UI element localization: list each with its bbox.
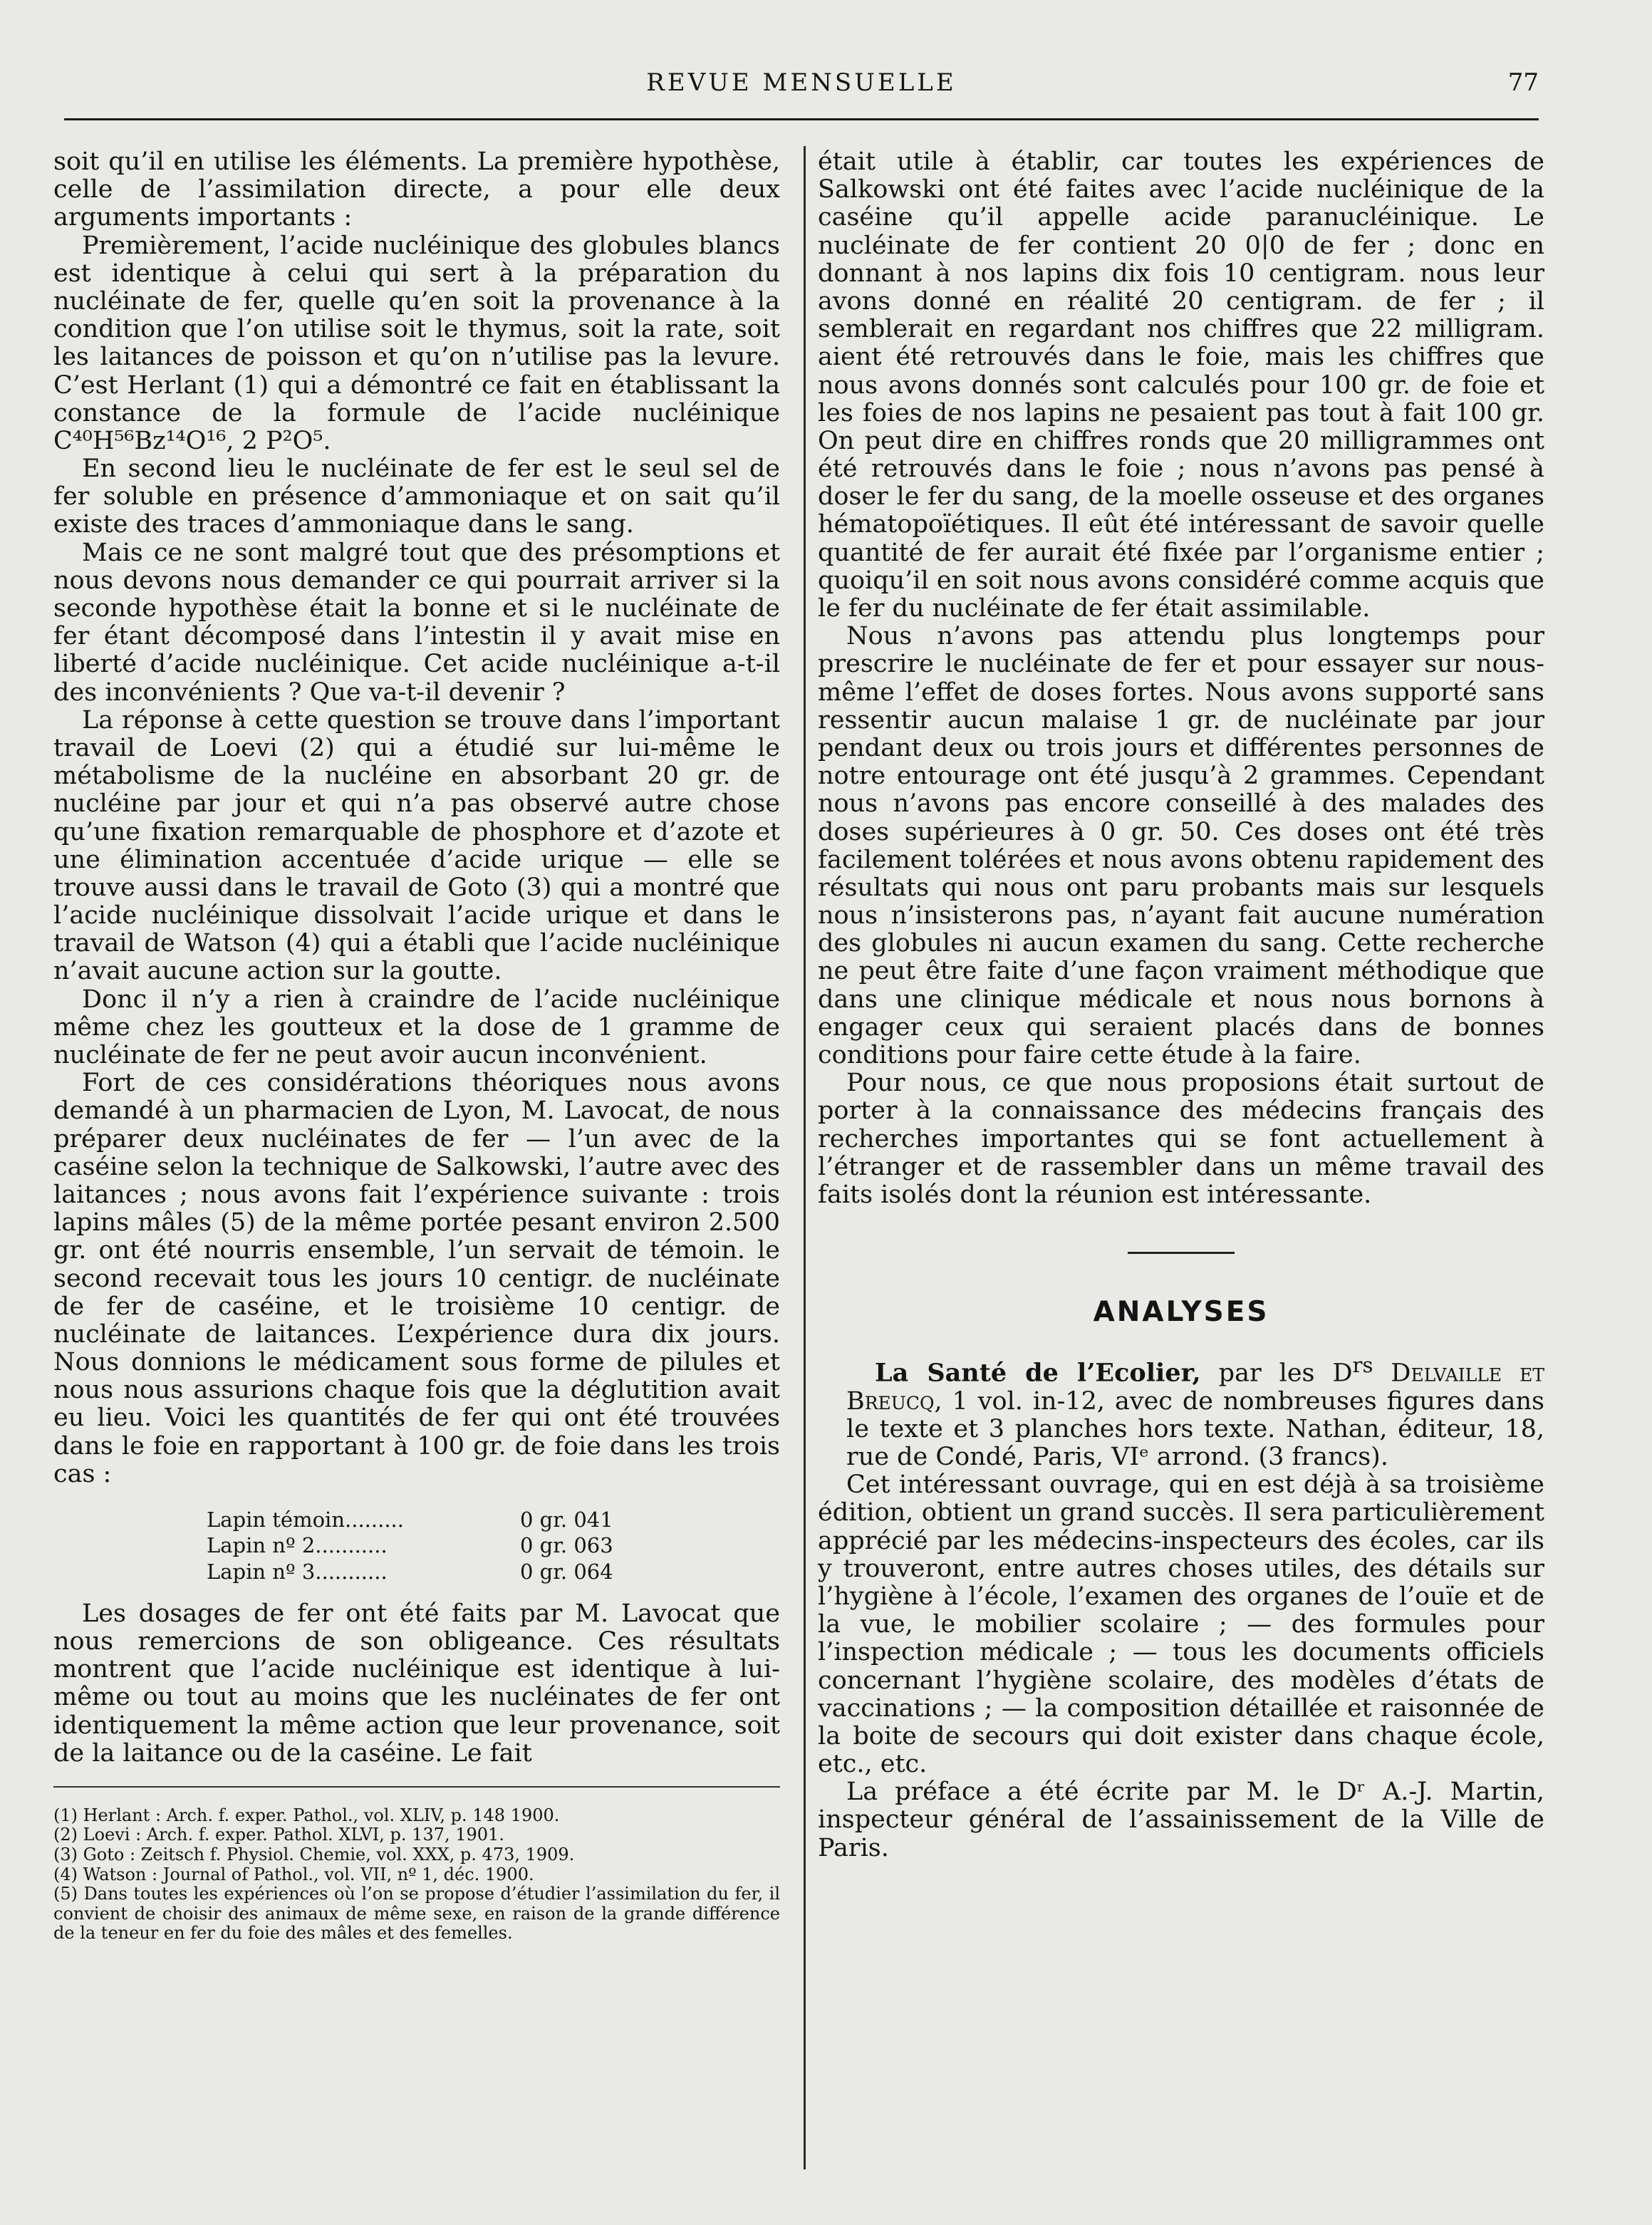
footnote: (3) Goto : Zeitsch f. Physiol. Chemie, vol. XXX, p. 473, 1909.: [53, 1845, 575, 1865]
table-cell-value: 0 gr. 041: [520, 1508, 613, 1532]
column-divider: [804, 146, 806, 2169]
paragraph: Nous n’avons pas attendu plus longtemps pour prescrire le nucléinate de fer et pour essayer sur nous-même l’effet de doses fortes. Nous avons supporté sans ressentir aucun malaise 1 gr. de nucléinate par jour pendant deux ou trois jours et différentes personnes de notre entourage ont été jusqu’à 2 grammes. Cependant nous n’avons pas encore conseillé à des malades des doses supérieures à 0 gr. 50. Ces doses ont été très facilement tolérées et nous avons obtenu rapidement des résultats qui nous ont paru probants mais sur lesquels nous n’insisterons pas, n’ayant fait aucune numération des globules ni aucun examen du sang. Cette recherche ne peut être faite d’une façon vraiment méthodique que dans une clinique médicale et nous nous bornons à engager ceux qui seraient placés dans de bonnes conditions pour faire cette étude à la faire.: [818, 622, 1544, 1069]
book-rs: rs: [1352, 1352, 1373, 1377]
footnote: (4) Watson : Journal of Pathol., vol. VII, nº 1, déc. 1900.: [53, 1864, 534, 1884]
footnote: (2) Loevi : Arch. f. exper. Pathol. XLVI, p. 137, 1901.: [53, 1825, 504, 1845]
table-row: [207, 1507, 613, 1532]
paragraph: La préface a été écrite par M. le Dʳ A.-J. Martin, inspecteur général de l’assainissement de la Ville de Paris.: [818, 1778, 1544, 1862]
paragraph: était utile à établir, car toutes les expériences de Salkowski ont été faites avec l’acide nucléinique de la caséine qu’il appelle acide paranucléinique. Le nucléinate de fer contient 20 0|0 de fer ; donc en donnant à nos lapins dix fois 10 centigram. nous leur avons donné en réalité 20 centigram. de fer ; il semblerait en regardant nos chiffres que 22 milligram. aient été retrouvés dans le foie, mais les chiffres que nous avons donnés sont calculés pour 100 gr. de foie et les foies de nos lapins ne pesaient pas tout à fait 100 gr. On peut dire en chiffres ronds que 20 milligrammes ont été retrouvés dans le foie ; nous n’avons pas pensé à doser le fer du sang, de la moelle osseuse et des organes hématopoïétiques. Il eût été intéressant de savoir quelle quantité de fer aurait été fixée par l’organisme entier ; quoiqu’il en soit nous avons considéré comme acquis que le fer du nucléinate de fer était assimilable.: [818, 147, 1544, 623]
page-number: 77: [1507, 68, 1539, 97]
table-cell-value: 0 gr. 063: [520, 1533, 613, 1558]
table-cell-value: 0 gr. 064: [520, 1559, 613, 1584]
table-cell-label: Lapin nº 2...........: [207, 1533, 388, 1558]
paragraph: Pour nous, ce que nous proposions était surtout de porter à la connaissance des médecins français des recherches importantes qui se font actuellement à l’étranger et de rassembler dans un même travail des faits isolés dont la réunion est intéressante.: [818, 1069, 1544, 1209]
paragraph: soit qu’il en utilise les éléments. La première hypothèse, celle de l’assimilation directe, a pour elle deux arguments importants :: [53, 147, 780, 232]
paragraph: Cet intéressant ouvrage, qui en est déjà à sa troisième édition, obtient un grand succès. Il sera particulièrement apprécié par les médecins-inspecteurs des écoles, car ils y trouveront, entre autres choses utiles, des détails sur l’hygiène à l’école, l’examen des organes de l’ouïe et de la vue, le mobilier scolaire ; — des formules pour l’inspection médicale ; — tous les documents officiels concernant l’hygiène scolaire, des modèles d’états de vaccinations ; — la composition détaillée et raisonnée de la boite de secours qui doit exister dans chaque école, etc., etc.: [818, 1471, 1544, 1779]
footnote-rule: [53, 1786, 780, 1788]
paragraph: La réponse à cette question se trouve dans l’important travail de Loevi (2) qui a étudié sur lui-même le métabolisme de la nucléine en absorbant 20 gr. de nucléine par jour et qui n’a pas observé autre chose qu’une fixation remarquable de phosphore et d’azote et une élimination accentuée d’acide urique — elle se trouve aussi dans le travail de Goto (3) qui a montré que l’acide nucléinique dissolvait l’acide urique et dans le travail de Watson (4) qui a établi que l’acide nucléinique n’avait aucune action sur la goutte.: [53, 705, 780, 986]
paragraph: En second lieu le nucléinate de fer est le seul sel de fer soluble en présence d’ammoniaque et on sait qu’il existe des traces d’ammoniaque dans le sang.: [53, 455, 780, 539]
iron-dosage-table: [207, 1507, 613, 1585]
footnotes: [53, 1806, 780, 1944]
left-column: [53, 148, 780, 1944]
footnote: (1) Herlant : Arch. f. exper. Pathol., vol. XLIV, p. 148 1900.: [53, 1805, 560, 1825]
book-title: La Santé de l’Ecolier,: [875, 1358, 1201, 1388]
paragraph: Mais ce ne sont malgré tout que des présomptions et nous devons nous demander ce qui pourrait arriver si la seconde hypothèse était la bonne et si le nucléinate de fer étant décomposé dans l’intestin il y avait mise en liberté d’acide nucléinique. Cet acide nucléinique a-t-il des inconvénients ? Que va-t-il devenir ?: [53, 538, 780, 707]
book-authors: Delvaille et Breucq,: [846, 1359, 1544, 1416]
paragraph: Premièrement, l’acide nucléinique des globules blancs est identique à celui qui sert à la préparation du nucléinate de fer, quelle qu’en soit la provenance à la condition que l’on utilise soit le thymus, soit la rate, soit les laitances de poisson et qu’on n’utilise pas la levure. C’est Herlant (1) qui a démontré ce fait en établissant la constance de la formule de l’acide nucléinique C⁴⁰H⁵⁶Bz¹⁴O¹⁶, 2 P²O⁵.: [53, 231, 780, 455]
header-rule: [64, 118, 1539, 120]
book-details: 1 vol. in-12, avec de nombreuses figures dans le texte et 3 planches hors texte. Nathan, éditeur, 18, rue de Condé, Paris, VIᵉ arrond. (3 francs).: [846, 1386, 1544, 1472]
paragraph: Donc il n’y a rien à craindre de l’acide nucléinique même chez les goutteux et la dose de 1 gramme de nucléinate de fer ne peut avoir aucun inconvénient.: [53, 985, 780, 1069]
book-reference: [818, 1354, 1544, 1471]
section-divider: [1128, 1252, 1235, 1254]
right-column: [818, 148, 1544, 1862]
page-header: [64, 68, 1539, 104]
book-by: par les D: [1200, 1359, 1353, 1388]
paragraph: Les dosages de fer ont été faits par M. Lavocat que nous remercions de son obligeance. Ces résultats montrent que l’acide nucléinique est identique à lui-même ou tout au moins que les nucléinates de fer ont identiquement la même action que leur provenance, soit de la laitance ou de la caséine. Le fait: [53, 1599, 780, 1768]
table-row: [207, 1532, 613, 1558]
table-cell-label: Lapin témoin.........: [207, 1508, 404, 1532]
paragraph: Fort de ces considérations théoriques nous avons demandé à un pharmacien de Lyon, M. Lavocat, de nous préparer deux nucléinates de fer — l’un avec de la caséine selon la technique de Salkowski, l’autre avec des laitances ; nous avons fait l’expérience suivante : trois lapins mâles (5) de la même portée pesant environ 2.500 gr. ont été nourris ensemble, l’un servait de témoin. le second recevait tous les jours 10 centigr. de nucléinate de fer de caséine, et le troisième 10 centigr. de nucléinate de laitances. L’expérience dura dix jours. Nous donnions le médicament sous forme de pilules et nous nous assurions chaque fois que la déglutition avait eu lieu. Voici les quantités de fer qui ont été trouvées dans le foie en rapportant à 100 gr. de foie dans les trois cas :: [53, 1069, 780, 1488]
table-row: [207, 1559, 613, 1585]
section-title: ANALYSES: [1093, 1296, 1269, 1329]
footnote: (5) Dans toutes les expériences où l’on se propose d’étudier l’assimilation du fer, il convient de choisir des animaux de même sexe, en raison de la grande différence de la teneur en fer du foie des mâles et des femelles.: [53, 1884, 780, 1944]
table-cell-label: Lapin nº 3...........: [207, 1559, 388, 1584]
running-title: REVUE MENSUELLE: [646, 68, 957, 97]
